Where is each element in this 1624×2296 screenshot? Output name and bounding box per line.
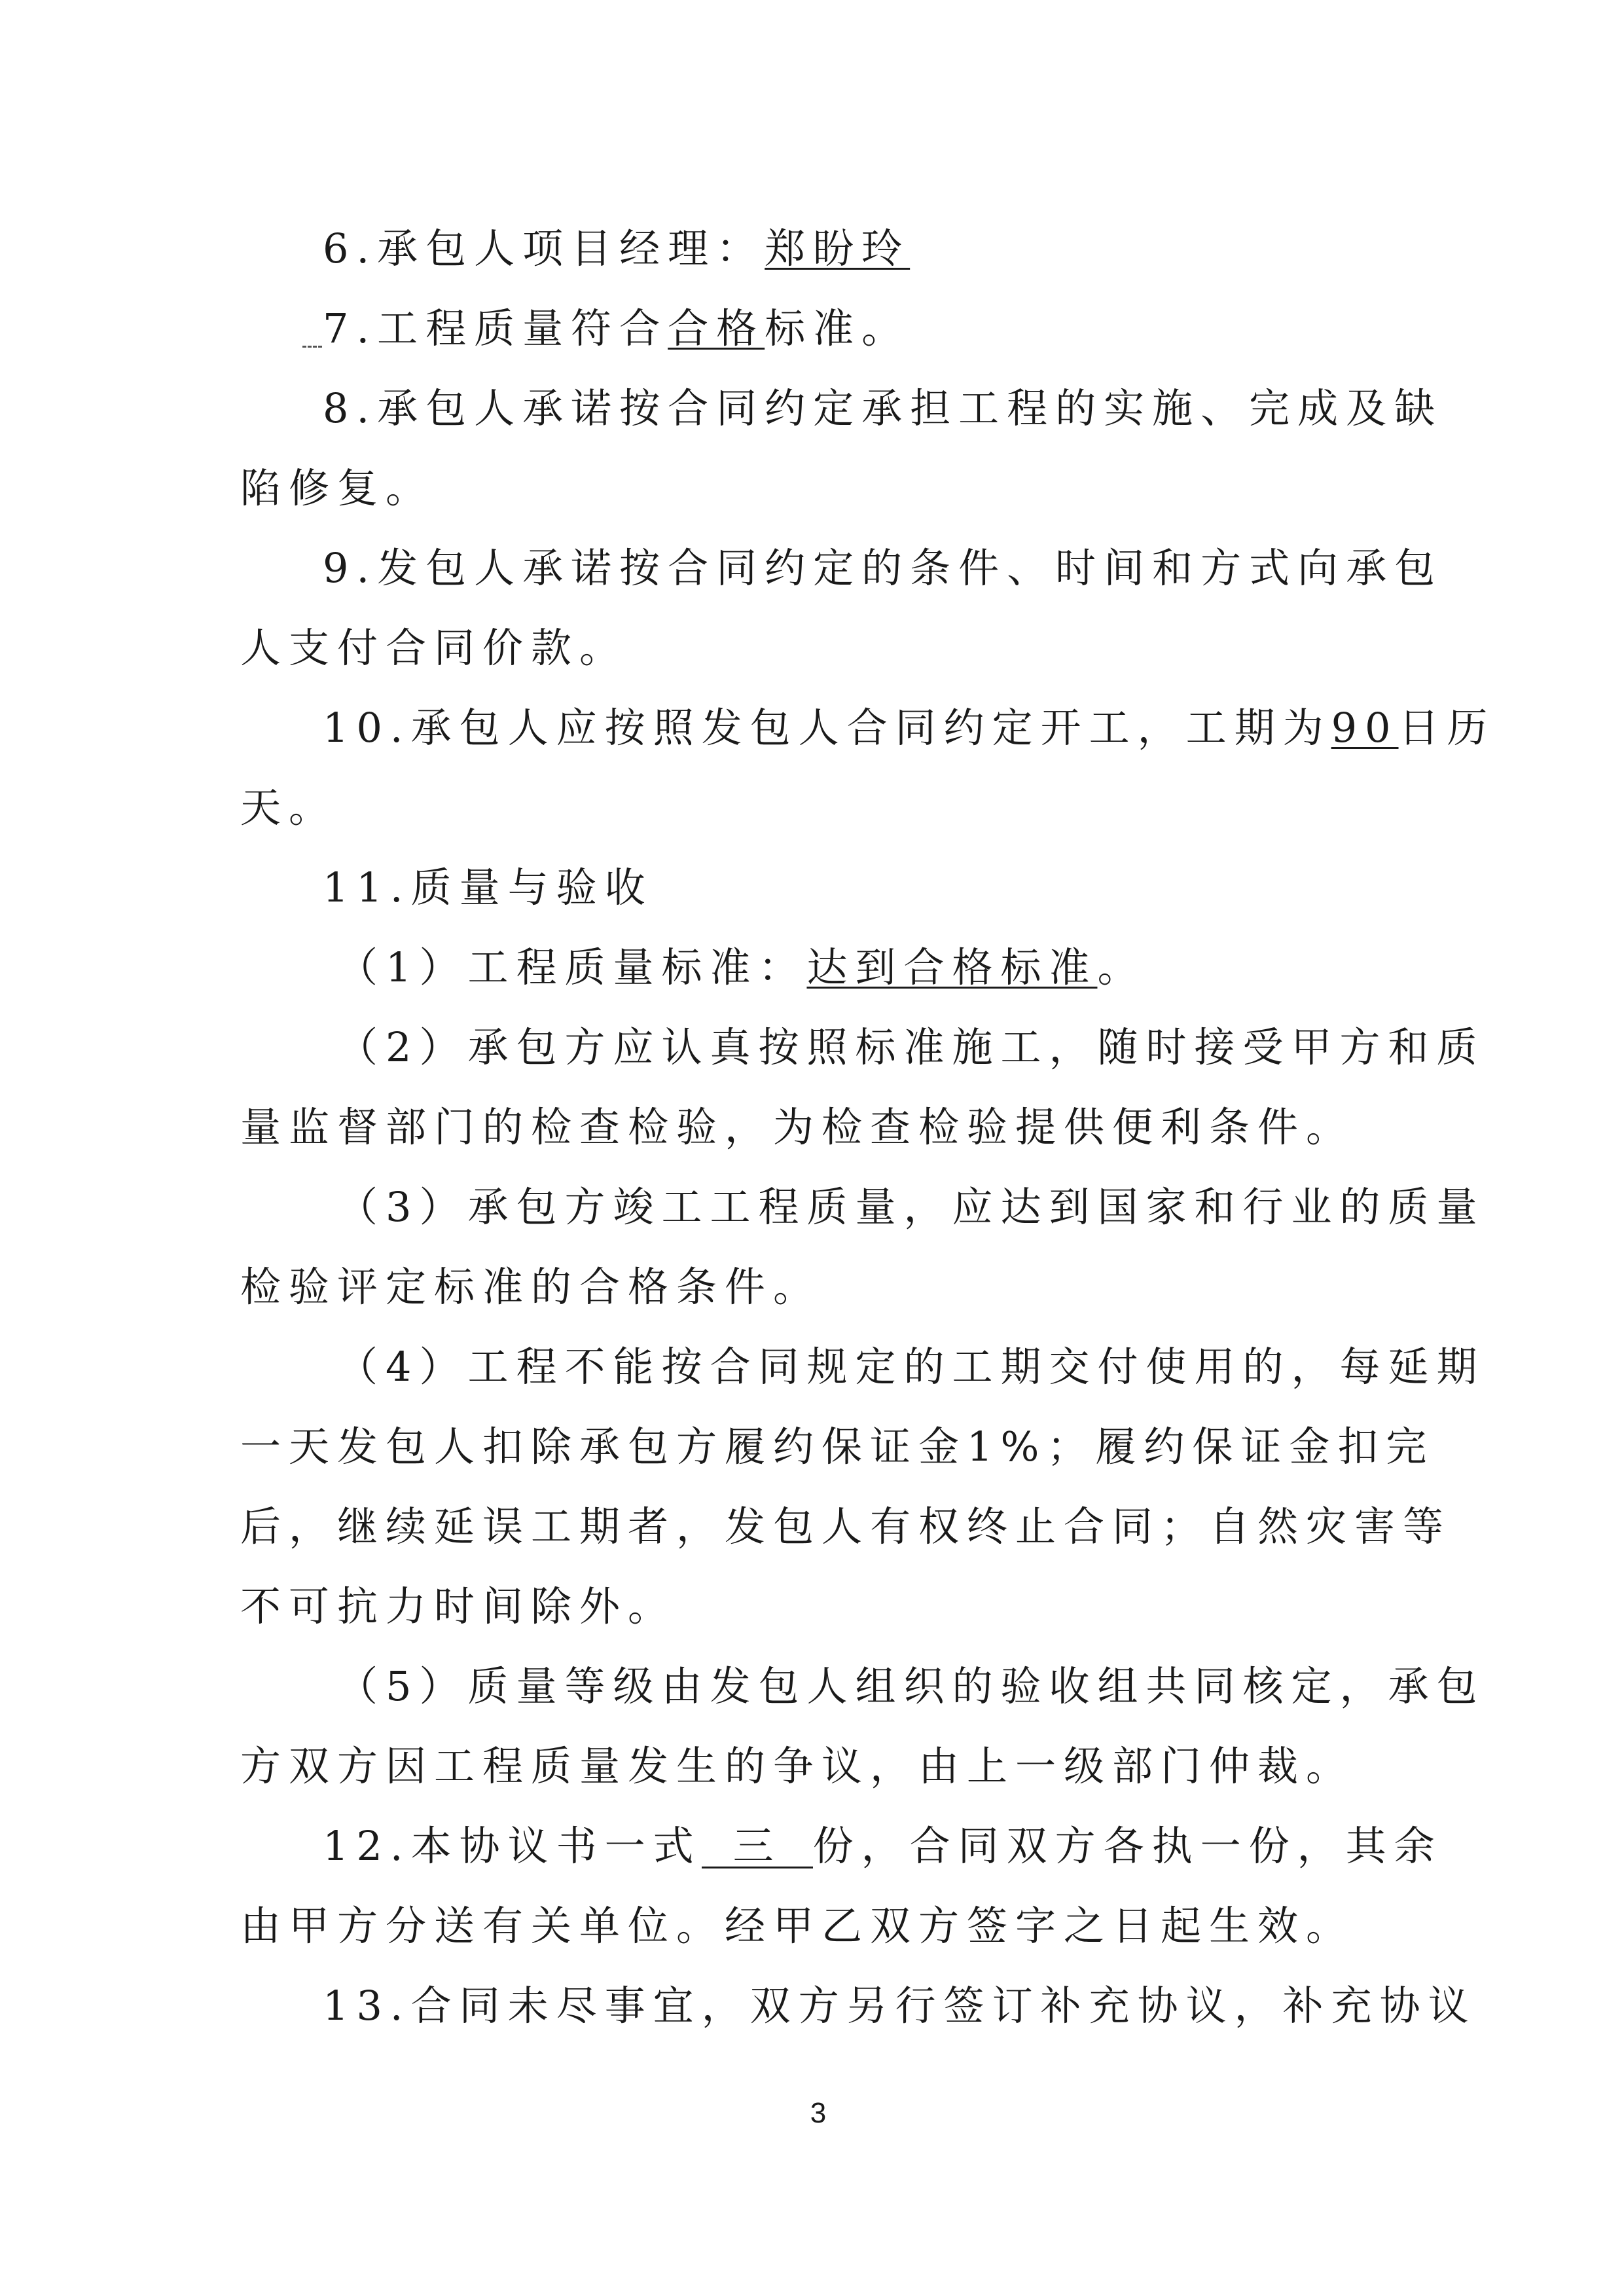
duration-days: 90 [1331, 704, 1399, 752]
quality-standard: 达到合格标准 [806, 943, 1098, 991]
text: 9.发包人承诺按合同约定的条件、时间和方式向承包 [323, 544, 1443, 592]
line-item-11-1 [337, 941, 1146, 994]
text: （3）承包方竣工工程质量，应达到国家和行业的质量 [337, 1183, 1485, 1231]
text: 13.合同未尽事宜，双方另行签订补充协议，补充协议 [323, 1982, 1477, 2030]
text: 6.承包人项目经理： [323, 225, 765, 272]
text: 8.承包人承诺按合同约定承担工程的实施、完成及缺 [323, 384, 1443, 432]
line-item-11 [323, 862, 653, 914]
text: 12.本协议书一式 [323, 1822, 702, 1870]
text: 10.承包人应按照发包人合同约定开工，工期为 [323, 704, 1331, 752]
text: 日历 [1398, 704, 1496, 752]
line-item-10 [323, 702, 1496, 754]
text: 后，继续延误工期者，发包人有权终止合同；自然灾害等 [240, 1503, 1452, 1550]
line-item-12 [323, 1820, 1443, 1872]
line-item-11-2 [337, 1021, 1485, 1074]
page-number: 3 [810, 2097, 827, 2129]
line-item-6 [323, 223, 910, 275]
line-item-12-cont [240, 1900, 1354, 1952]
text: 人支付合同价款。 [240, 624, 628, 672]
text: （1）工程质量标准： [337, 943, 807, 991]
text: 量监督部门的检查检验，为检查检验提供便利条件。 [240, 1103, 1355, 1151]
text: （2）承包方应认真按照标准施工，随时接受甲方和质 [337, 1023, 1485, 1071]
text: 11.质量与验收 [323, 864, 653, 911]
scan-artifact-mark [302, 346, 322, 348]
line-item-11-4 [337, 1341, 1485, 1393]
line-item-8 [323, 382, 1443, 435]
line-item-11-4-cont [240, 1421, 1434, 1473]
text: 由甲方分送有关单位。经甲乙双方签字之日起生效。 [240, 1902, 1355, 1950]
line-item-11-4-cont3 [240, 1580, 676, 1633]
line-item-9-cont [240, 622, 628, 674]
line-item-11-3 [337, 1181, 1485, 1233]
line-item-11-3-cont [240, 1261, 821, 1313]
text: 份，合同双方各执一份，其余 [812, 1822, 1443, 1870]
line-item-11-5-cont [240, 1740, 1354, 1793]
quality-grade: 合格 [668, 304, 765, 352]
text: （5）质量等级由发包人组织的验收组共同核定，承包 [337, 1662, 1485, 1710]
text: 一天发包人扣除承包方履约保证金1%；履约保证金扣完 [240, 1423, 1435, 1470]
line-item-8-cont [240, 462, 434, 515]
line-item-11-5 [337, 1660, 1485, 1713]
text: 7.工程质量符合 [323, 304, 668, 352]
text: （4）工程不能按合同规定的工期交付使用的，每延期 [337, 1343, 1485, 1391]
text: 标准。 [765, 304, 911, 352]
line-item-11-4-cont2 [240, 1501, 1451, 1553]
text: 方双方因工程质量发生的争议，由上一级部门仲裁。 [240, 1742, 1355, 1790]
text: 不可抗力时间除外。 [240, 1582, 677, 1630]
project-manager-name: 郑盼玲 [765, 225, 911, 272]
copies-count: 三 [702, 1826, 813, 1868]
text: 天。 [240, 784, 338, 831]
line-item-10-cont [240, 782, 337, 834]
text: 。 [1097, 943, 1146, 991]
text: 陷修复。 [240, 464, 435, 512]
line-item-11-2-cont [240, 1101, 1354, 1154]
line-item-9 [323, 542, 1443, 594]
line-item-13 [323, 1980, 1477, 2032]
line-item-7 [323, 302, 910, 355]
text: 检验评定标准的合格条件。 [240, 1263, 822, 1311]
